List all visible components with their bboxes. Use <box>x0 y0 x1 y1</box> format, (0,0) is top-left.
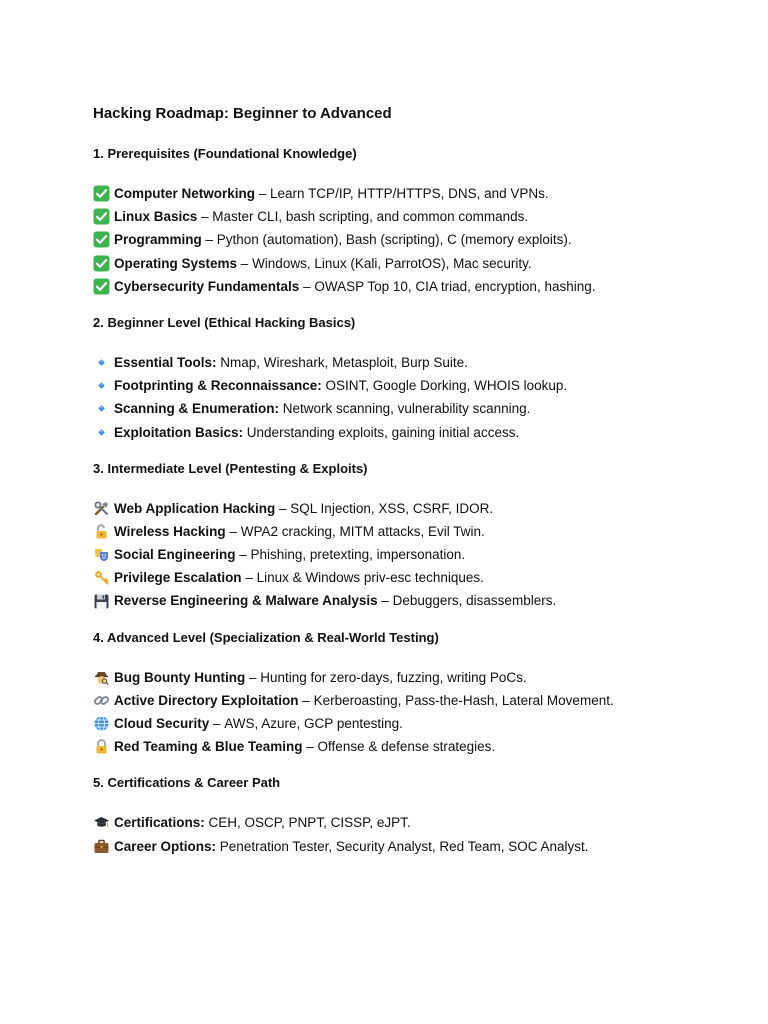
item-term: Operating Systems <box>114 255 238 271</box>
item-term: Red Teaming & Blue Teaming <box>114 739 303 755</box>
document-content <box>93 103 733 858</box>
item-description: AWS, Azure, GCP pentesting. <box>224 716 403 731</box>
item-term: Certifications: <box>114 815 205 831</box>
blue-diamond-icon <box>93 354 110 371</box>
item-term: Reverse Engineering & Malware Analysis <box>114 593 378 609</box>
item-description: Kerberoasting, Pass-the-Hash, Lateral Movement. <box>313 692 614 708</box>
item-description: OSINT, Google Dorking, WHOIS lookup. <box>325 378 568 394</box>
item-term: Cybersecurity Fundamentals <box>114 278 300 294</box>
item-separator: – <box>235 547 251 563</box>
item-description: Hunting for zero-days, fuzzing, writing PoCs. <box>260 669 527 685</box>
check-mark-icon <box>93 278 110 295</box>
item-term: Scanning & Enumeration: <box>114 401 280 417</box>
check-mark-icon <box>93 231 110 248</box>
item-separator: – <box>209 716 225 731</box>
list-item <box>93 811 733 834</box>
item-separator: – <box>255 186 271 201</box>
item-term: Social Engineering <box>114 547 236 563</box>
floppy-disk-icon <box>93 593 110 610</box>
check-mark-icon <box>93 185 110 202</box>
item-term: Web Application Hacking <box>114 500 276 516</box>
item-term: Computer Networking <box>114 186 256 201</box>
item-description: Windows, Linux (Kali, ParrotOS), Mac security. <box>252 255 532 271</box>
item-description: WPA2 cracking, MITM attacks, Evil Twin. <box>240 523 485 539</box>
item-term: Bug Bounty Hunting <box>114 669 246 685</box>
key-icon <box>93 569 110 586</box>
item-term: Wireless Hacking <box>114 523 226 539</box>
item-description: Linux & Windows priv-esc techniques. <box>256 570 484 586</box>
check-mark-icon <box>93 208 110 225</box>
section-list <box>93 351 733 444</box>
page-title: Hacking Roadmap: Beginner to Advanced <box>93 105 392 122</box>
list-item <box>93 712 733 735</box>
item-separator: – <box>241 570 257 586</box>
item-description: Python (automation), Bash (scripting), C (memory exploits). <box>216 232 572 248</box>
item-description: CEH, OSCP, PNPT, CISSP, eJPT. <box>208 815 411 831</box>
list-item <box>93 735 733 758</box>
list-item <box>93 520 733 543</box>
blue-diamond-icon <box>93 377 110 394</box>
briefcase-icon <box>93 838 110 855</box>
item-term: Cloud Security <box>114 716 210 731</box>
item-description: Debuggers, disassemblers. <box>392 593 557 609</box>
lock-icon <box>93 738 110 755</box>
theater-masks-icon <box>93 546 110 563</box>
item-term: Linux Basics <box>114 209 198 225</box>
section-heading: 5. Certifications & Career Path <box>93 775 281 791</box>
section-list <box>93 182 733 298</box>
list-item <box>93 835 733 858</box>
list-item <box>93 205 733 228</box>
link-icon <box>93 692 110 709</box>
item-separator: – <box>245 669 261 685</box>
section-list <box>93 497 733 613</box>
item-separator: – <box>237 255 253 271</box>
list-item <box>93 397 733 420</box>
item-separator: – <box>275 500 291 516</box>
item-description: OWASP Top 10, CIA triad, encryption, hashing. <box>314 278 596 294</box>
section-heading: 3. Intermediate Level (Pentesting & Exploits) <box>93 460 368 476</box>
detective-icon <box>93 669 110 686</box>
item-description: Network scanning, vulnerability scanning. <box>282 401 531 417</box>
list-item <box>93 275 733 298</box>
item-description: Learn TCP/IP, HTTP/HTTPS, DNS, and VPNs. <box>270 186 549 201</box>
list-item <box>93 689 733 712</box>
item-separator: – <box>298 692 314 708</box>
item-term: Exploitation Basics: <box>114 424 244 440</box>
item-description: Penetration Tester, Security Analyst, Red Team, SOC Analyst. <box>219 838 589 854</box>
blue-diamond-icon <box>93 400 110 417</box>
item-description: SQL Injection, XSS, CSRF, IDOR. <box>290 500 494 516</box>
globe-icon <box>93 715 110 732</box>
list-item <box>93 228 733 251</box>
item-separator: – <box>197 209 213 225</box>
item-description: Understanding exploits, gaining initial access. <box>246 424 520 440</box>
section-heading: 4. Advanced Level (Specialization & Real-World Testing) <box>93 629 439 645</box>
list-item <box>93 589 733 612</box>
list-item <box>93 182 733 205</box>
item-term: Essential Tools: <box>114 354 217 370</box>
list-item <box>93 374 733 397</box>
list-item <box>93 666 733 689</box>
list-item <box>93 421 733 444</box>
check-mark-icon <box>93 255 110 272</box>
item-term: Career Options: <box>114 838 217 854</box>
item-separator: – <box>299 278 315 294</box>
item-term: Footprinting & Reconnaissance: <box>114 378 322 394</box>
tools-icon <box>93 500 110 517</box>
item-description: Master CLI, bash scripting, and common commands. <box>212 209 529 225</box>
item-separator: – <box>302 739 318 755</box>
item-term: Privilege Escalation <box>114 570 242 586</box>
blue-diamond-icon <box>93 424 110 441</box>
list-item <box>93 543 733 566</box>
item-term: Programming <box>114 232 202 248</box>
section-list <box>93 811 733 857</box>
item-description: Phishing, pretexting, impersonation. <box>250 547 466 563</box>
section-list <box>93 666 733 759</box>
item-description: Offense & defense strategies. <box>317 739 496 755</box>
section-heading: 2. Beginner Level (Ethical Hacking Basics) <box>93 314 356 330</box>
item-term: Active Directory Exploitation <box>114 692 299 708</box>
graduation-cap-icon <box>93 814 110 831</box>
item-description: Nmap, Wireshark, Metasploit, Burp Suite. <box>220 354 468 370</box>
section-heading: 1. Prerequisites (Foundational Knowledge) <box>93 146 357 161</box>
list-item <box>93 351 733 374</box>
item-separator: – <box>377 593 393 609</box>
unlocked-icon <box>93 523 110 540</box>
item-separator: – <box>201 232 217 248</box>
item-separator: – <box>225 523 241 539</box>
list-item <box>93 252 733 275</box>
list-item <box>93 497 733 520</box>
list-item <box>93 566 733 589</box>
